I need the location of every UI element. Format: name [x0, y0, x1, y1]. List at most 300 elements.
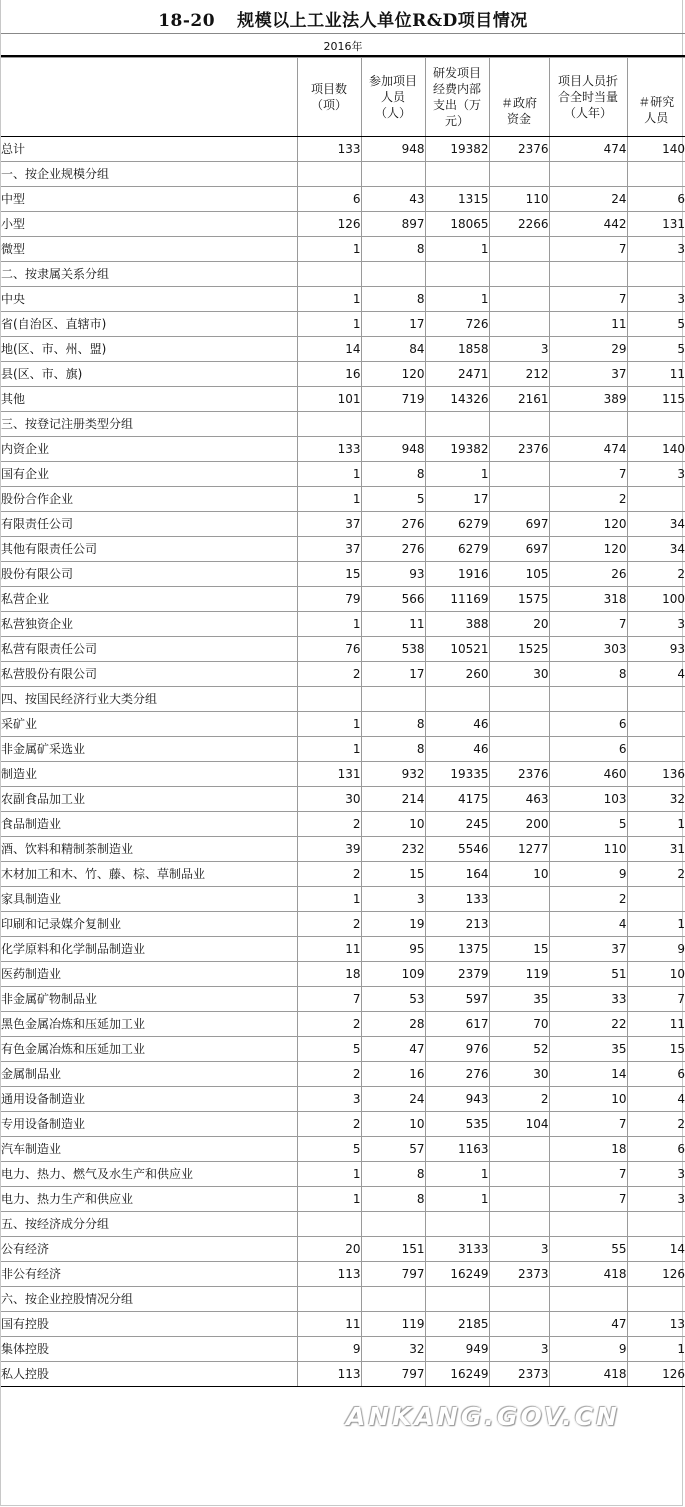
row-label: 酒、饮料和精制茶制造业: [1, 837, 297, 862]
table-row: [1, 1212, 685, 1237]
table-row: [1, 662, 685, 687]
data-cell: 2: [549, 487, 627, 512]
data-cell: 24: [549, 187, 627, 212]
data-cell: 119: [361, 1312, 425, 1337]
data-cell: 20: [489, 612, 549, 637]
data-cell: [297, 687, 361, 712]
data-cell: 442: [549, 212, 627, 237]
data-cell: [549, 412, 627, 437]
data-cell: 1: [297, 712, 361, 737]
data-cell: 2376: [489, 437, 549, 462]
data-cell: 1: [297, 312, 361, 337]
table-row: [1, 437, 685, 462]
data-cell: 1: [297, 737, 361, 762]
data-cell: [361, 687, 425, 712]
data-cell: 17: [425, 487, 489, 512]
data-cell: 17: [361, 312, 425, 337]
data-cell: [627, 162, 685, 187]
table-row: [1, 587, 685, 612]
data-cell: 47: [361, 1037, 425, 1062]
row-label: 省(自治区、直辖市): [1, 312, 297, 337]
data-cell: 1: [297, 1187, 361, 1212]
table-row: [1, 362, 685, 387]
data-cell: 3: [627, 462, 685, 487]
data-cell: 35: [549, 1037, 627, 1062]
row-label: 化学原料和化学制品制造业: [1, 937, 297, 962]
table-row: [1, 1012, 685, 1037]
data-cell: 460: [549, 762, 627, 787]
data-cell: 93: [627, 637, 685, 662]
header-blank: [1, 58, 297, 137]
table-row: [1, 1187, 685, 1212]
row-label: 内资企业: [1, 437, 297, 462]
data-cell: 84: [361, 337, 425, 362]
table-row: [1, 1337, 685, 1362]
row-label: 五、按经济成分分组: [1, 1212, 297, 1237]
table-row: [1, 1362, 685, 1387]
data-cell: 2373: [489, 1262, 549, 1287]
data-cell: 5: [361, 487, 425, 512]
data-cell: 3: [627, 1162, 685, 1187]
data-cell: 10: [361, 812, 425, 837]
data-cell: 1858: [425, 337, 489, 362]
data-cell: [297, 262, 361, 287]
data-cell: 897: [361, 212, 425, 237]
data-cell: 131: [627, 212, 685, 237]
data-cell: [627, 1287, 685, 1312]
data-cell: 126: [627, 1362, 685, 1387]
data-cell: 1: [297, 287, 361, 312]
table-row: [1, 637, 685, 662]
data-cell: 5: [297, 1037, 361, 1062]
data-cell: 34: [627, 512, 685, 537]
data-cell: 597: [425, 987, 489, 1012]
data-cell: 2: [297, 812, 361, 837]
data-cell: 4: [627, 662, 685, 687]
table-body: [1, 137, 685, 1387]
data-cell: [549, 162, 627, 187]
data-cell: 28: [361, 1012, 425, 1037]
data-cell: 18: [297, 962, 361, 987]
row-label: 国有控股: [1, 1312, 297, 1337]
data-cell: 16: [297, 362, 361, 387]
data-cell: 5546: [425, 837, 489, 862]
table-row: [1, 137, 685, 162]
data-cell: 1: [425, 287, 489, 312]
data-cell: 389: [549, 387, 627, 412]
data-cell: 43: [361, 187, 425, 212]
table-row: [1, 887, 685, 912]
row-label: 有限责任公司: [1, 512, 297, 537]
data-cell: 463: [489, 787, 549, 812]
data-cell: 1: [425, 462, 489, 487]
data-cell: 11: [627, 362, 685, 387]
data-cell: 1: [425, 1162, 489, 1187]
data-cell: 76: [297, 637, 361, 662]
data-cell: 3: [489, 337, 549, 362]
data-cell: [627, 487, 685, 512]
data-cell: [361, 1212, 425, 1237]
data-cell: 101: [297, 387, 361, 412]
data-cell: [425, 262, 489, 287]
row-label: 家具制造业: [1, 887, 297, 912]
table-row: [1, 312, 685, 337]
data-cell: 8: [361, 237, 425, 262]
data-cell: 566: [361, 587, 425, 612]
data-cell: [297, 162, 361, 187]
data-cell: 14: [627, 1237, 685, 1262]
data-cell: 2: [297, 662, 361, 687]
data-cell: 6: [627, 1062, 685, 1087]
data-cell: 110: [489, 187, 549, 212]
table-row: [1, 912, 685, 937]
data-cell: 1: [627, 812, 685, 837]
data-cell: [489, 487, 549, 512]
data-cell: 6279: [425, 512, 489, 537]
data-cell: 3: [489, 1237, 549, 1262]
data-cell: 9: [549, 862, 627, 887]
data-cell: 14: [549, 1062, 627, 1087]
data-cell: 3133: [425, 1237, 489, 1262]
data-cell: 32: [361, 1337, 425, 1362]
data-cell: [489, 412, 549, 437]
table-row: [1, 412, 685, 437]
data-cell: [549, 1212, 627, 1237]
data-cell: [549, 1287, 627, 1312]
row-label: 制造业: [1, 762, 297, 787]
data-cell: 115: [627, 387, 685, 412]
data-cell: 110: [549, 837, 627, 862]
row-label: 通用设备制造业: [1, 1087, 297, 1112]
data-cell: [489, 1212, 549, 1237]
data-cell: 214: [361, 787, 425, 812]
data-cell: 10: [627, 962, 685, 987]
data-cell: 2376: [489, 137, 549, 162]
data-cell: 538: [361, 637, 425, 662]
data-cell: 8: [549, 662, 627, 687]
data-cell: [489, 1137, 549, 1162]
data-cell: 6: [627, 187, 685, 212]
table-row: [1, 837, 685, 862]
data-cell: [425, 687, 489, 712]
row-label: 其他有限责任公司: [1, 537, 297, 562]
table-row: [1, 1112, 685, 1137]
data-cell: 418: [549, 1362, 627, 1387]
data-cell: 8: [361, 287, 425, 312]
data-cell: 10: [549, 1087, 627, 1112]
data-cell: 3: [627, 612, 685, 637]
data-cell: 943: [425, 1087, 489, 1112]
row-label: 黑色金属冶炼和压延加工业: [1, 1012, 297, 1037]
data-cell: 719: [361, 387, 425, 412]
row-label: 食品制造业: [1, 812, 297, 837]
data-cell: 797: [361, 1362, 425, 1387]
data-cell: [627, 412, 685, 437]
row-label: 中型: [1, 187, 297, 212]
row-label: 农副食品加工业: [1, 787, 297, 812]
data-cell: 1: [425, 237, 489, 262]
data-cell: 140: [627, 437, 685, 462]
row-label: 私营有限责任公司: [1, 637, 297, 662]
data-cell: 1: [297, 612, 361, 637]
table-row: [1, 1162, 685, 1187]
data-cell: 213: [425, 912, 489, 937]
table-row: [1, 287, 685, 312]
row-label: 印刷和记录媒介复制业: [1, 912, 297, 937]
data-cell: 474: [549, 137, 627, 162]
row-label: 私营独资企业: [1, 612, 297, 637]
table-row: [1, 1037, 685, 1062]
data-cell: 7: [297, 987, 361, 1012]
data-cell: 29: [549, 337, 627, 362]
data-cell: [425, 412, 489, 437]
data-cell: [361, 1287, 425, 1312]
data-cell: [361, 262, 425, 287]
table-title: 规模以上工业法人单位R&D项目情况: [237, 11, 528, 31]
data-cell: 1315: [425, 187, 489, 212]
table-row: [1, 262, 685, 287]
data-cell: 7: [549, 1112, 627, 1137]
data-cell: 797: [361, 1262, 425, 1287]
data-cell: 276: [361, 537, 425, 562]
data-cell: 949: [425, 1337, 489, 1362]
data-cell: 5: [627, 337, 685, 362]
table-row: [1, 512, 685, 537]
row-label: 县(区、市、旗): [1, 362, 297, 387]
data-cell: 2: [297, 912, 361, 937]
data-cell: [489, 887, 549, 912]
data-cell: 2: [297, 862, 361, 887]
data-cell: 32: [627, 787, 685, 812]
data-cell: 948: [361, 137, 425, 162]
data-cell: 212: [489, 362, 549, 387]
data-cell: 1163: [425, 1137, 489, 1162]
data-cell: 19335: [425, 762, 489, 787]
data-cell: 39: [297, 837, 361, 862]
data-cell: 16: [361, 1062, 425, 1087]
row-label: 国有企业: [1, 462, 297, 487]
data-cell: 11169: [425, 587, 489, 612]
data-cell: [489, 1287, 549, 1312]
table-row: [1, 1312, 685, 1337]
data-cell: 20: [297, 1237, 361, 1262]
row-label: 总计: [1, 137, 297, 162]
data-cell: 6: [549, 712, 627, 737]
data-cell: [627, 1212, 685, 1237]
table-row: [1, 737, 685, 762]
data-cell: [297, 412, 361, 437]
data-cell: 19382: [425, 437, 489, 462]
data-cell: 245: [425, 812, 489, 837]
data-cell: 4: [627, 1087, 685, 1112]
data-cell: [425, 162, 489, 187]
table-row: [1, 687, 685, 712]
data-cell: 14326: [425, 387, 489, 412]
data-cell: 93: [361, 562, 425, 587]
data-cell: 113: [297, 1362, 361, 1387]
data-cell: [489, 287, 549, 312]
data-cell: 6: [627, 1137, 685, 1162]
data-cell: 200: [489, 812, 549, 837]
data-cell: 151: [361, 1237, 425, 1262]
data-cell: 2: [627, 1112, 685, 1137]
data-cell: 26: [549, 562, 627, 587]
table-row: [1, 1237, 685, 1262]
table-row: [1, 962, 685, 987]
data-cell: [489, 462, 549, 487]
data-cell: 697: [489, 512, 549, 537]
table-row: [1, 462, 685, 487]
row-label: 私人控股: [1, 1362, 297, 1387]
table-row: [1, 937, 685, 962]
data-cell: 474: [549, 437, 627, 462]
data-cell: 3: [627, 237, 685, 262]
header-personnel: 参加项目人员（人）: [361, 58, 425, 137]
data-cell: 51: [549, 962, 627, 987]
data-cell: 1: [297, 487, 361, 512]
row-label: 地(区、市、州、盟): [1, 337, 297, 362]
data-cell: 5: [549, 812, 627, 837]
table-row: [1, 762, 685, 787]
data-cell: [489, 1162, 549, 1187]
data-cell: 47: [549, 1312, 627, 1337]
data-cell: 5: [627, 312, 685, 337]
data-cell: 70: [489, 1012, 549, 1037]
data-cell: 9: [549, 1337, 627, 1362]
data-cell: 131: [297, 762, 361, 787]
data-cell: 2: [297, 1112, 361, 1137]
data-cell: 11: [627, 1012, 685, 1037]
table-row: [1, 537, 685, 562]
header-expenditure: 研发项目经费内部支出（万元）: [425, 58, 489, 137]
header-projects: 项目数（项）: [297, 58, 361, 137]
data-cell: 303: [549, 637, 627, 662]
row-label: 四、按国民经济行业大类分组: [1, 687, 297, 712]
data-cell: 126: [627, 1262, 685, 1287]
table-row: [1, 1137, 685, 1162]
table-row: [1, 187, 685, 212]
row-label: 电力、热力生产和供应业: [1, 1187, 297, 1212]
table-row: [1, 487, 685, 512]
data-cell: 388: [425, 612, 489, 637]
data-cell: 318: [549, 587, 627, 612]
data-cell: 1: [627, 912, 685, 937]
data-cell: 126: [297, 212, 361, 237]
table-row: [1, 1262, 685, 1287]
data-cell: 7: [627, 987, 685, 1012]
data-cell: 37: [549, 937, 627, 962]
row-label: 非金属矿物制品业: [1, 987, 297, 1012]
data-cell: 3: [627, 1187, 685, 1212]
data-cell: 18: [549, 1137, 627, 1162]
data-cell: 1: [425, 1187, 489, 1212]
table-row: [1, 212, 685, 237]
data-cell: [425, 1212, 489, 1237]
data-cell: [361, 412, 425, 437]
data-cell: [489, 312, 549, 337]
watermark-logo: ANKANG.GOV.CN: [346, 1402, 621, 1431]
data-cell: 79: [297, 587, 361, 612]
row-label: 小型: [1, 212, 297, 237]
data-cell: 24: [361, 1087, 425, 1112]
data-cell: 136: [627, 762, 685, 787]
row-label: 集体控股: [1, 1337, 297, 1362]
data-cell: [489, 687, 549, 712]
data-cell: 8: [361, 462, 425, 487]
data-cell: 133: [297, 437, 361, 462]
year-label: 2016年: [323, 40, 363, 53]
data-cell: 260: [425, 662, 489, 687]
data-cell: 17: [361, 662, 425, 687]
data-cell: [489, 737, 549, 762]
data-cell: 2373: [489, 1362, 549, 1387]
data-cell: 2: [627, 562, 685, 587]
row-label: 中央: [1, 287, 297, 312]
data-cell: [549, 262, 627, 287]
data-cell: 7: [549, 1162, 627, 1187]
row-label: 专用设备制造业: [1, 1112, 297, 1137]
table-row: [1, 1062, 685, 1087]
row-label: 采矿业: [1, 712, 297, 737]
row-label: 三、按登记注册类型分组: [1, 412, 297, 437]
data-cell: 113: [297, 1262, 361, 1287]
data-cell: 2376: [489, 762, 549, 787]
data-cell: 119: [489, 962, 549, 987]
data-cell: 6: [297, 187, 361, 212]
data-cell: 1916: [425, 562, 489, 587]
data-cell: 22: [549, 1012, 627, 1037]
data-cell: 7: [549, 612, 627, 637]
row-label: 微型: [1, 237, 297, 262]
data-cell: 120: [361, 362, 425, 387]
table-row: [1, 712, 685, 737]
data-cell: [627, 687, 685, 712]
data-cell: 16249: [425, 1262, 489, 1287]
data-cell: 8: [361, 1162, 425, 1187]
data-cell: 120: [549, 512, 627, 537]
data-cell: 7: [549, 462, 627, 487]
data-cell: 120: [549, 537, 627, 562]
data-cell: 535: [425, 1112, 489, 1137]
data-cell: 31: [627, 837, 685, 862]
data-cell: 37: [297, 512, 361, 537]
data-cell: 104: [489, 1112, 549, 1137]
data-cell: 697: [489, 537, 549, 562]
page-title: [1, 6, 685, 31]
row-label: 私营企业: [1, 587, 297, 612]
row-label: 二、按隶属关系分组: [1, 262, 297, 287]
table-row: [1, 1287, 685, 1312]
data-cell: 1375: [425, 937, 489, 962]
data-cell: 11: [297, 937, 361, 962]
data-cell: 3: [361, 887, 425, 912]
data-cell: [489, 262, 549, 287]
data-cell: 1: [297, 1162, 361, 1187]
data-cell: 276: [361, 512, 425, 537]
data-cell: 2379: [425, 962, 489, 987]
data-cell: 95: [361, 937, 425, 962]
data-cell: [489, 237, 549, 262]
table-row: [1, 1087, 685, 1112]
data-cell: 10: [489, 862, 549, 887]
data-cell: 617: [425, 1012, 489, 1037]
data-cell: 3: [297, 1087, 361, 1112]
table-bottom-rule: [1, 1386, 685, 1387]
data-cell: 8: [361, 712, 425, 737]
data-cell: 46: [425, 737, 489, 762]
header-researchers: ＃研究人员: [627, 58, 685, 137]
header-gov-funds: ＃政府资金: [489, 58, 549, 137]
